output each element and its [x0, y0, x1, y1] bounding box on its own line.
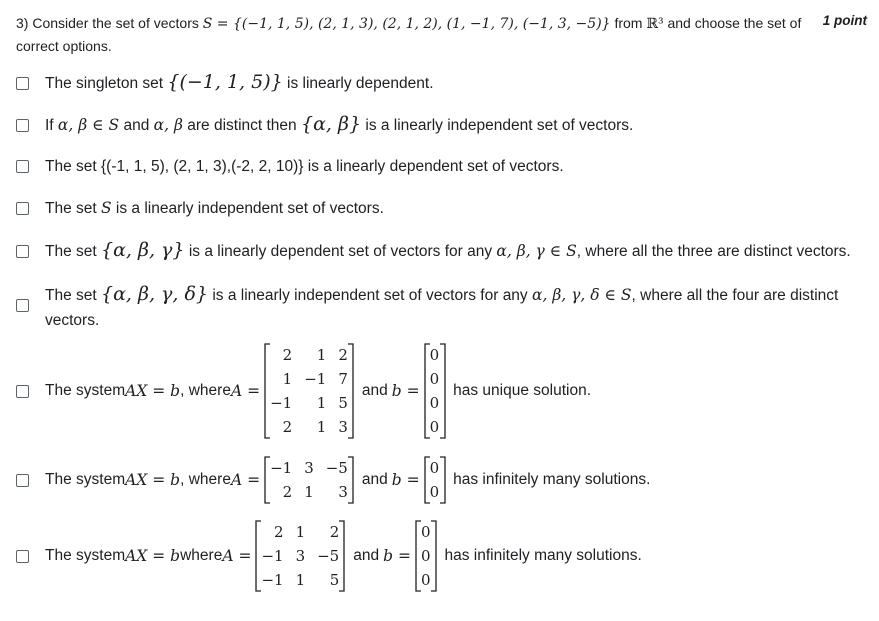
option-label: The singleton set {(−1, 1, 5)} is linearly dependent. [45, 71, 434, 93]
matrix-cell: 0 [420, 523, 431, 541]
option-label: The set S is a linearly independent set of vectors. [45, 199, 384, 217]
option-checkbox[interactable] [16, 119, 29, 132]
matrix-cell: 1 [295, 523, 306, 541]
question-prefix: 3) Consider the set of vectors [16, 15, 199, 31]
option-label: The set {(-1, 1, 5), (2, 1, 3),(-2, 2, 10)} is a linearly dependent set of vectors. [45, 158, 564, 175]
left-bracket [265, 344, 270, 438]
option-label: The set {α, β, γ, δ} is a linearly independent set of vectors for any α, β, γ, δ ∈ S, where all the four are distinct vectors. [45, 283, 839, 329]
matrix-brackets [415, 520, 437, 592]
matrix-cell: 7 [338, 370, 348, 388]
matrix-brackets [255, 520, 345, 592]
right-bracket [440, 457, 445, 503]
matrix-cell: 2 [282, 483, 293, 501]
option-5[interactable] [16, 238, 851, 264]
matrix-cell: 1 [304, 483, 314, 501]
matrix-cell: 0 [429, 394, 440, 412]
vector-b [415, 520, 437, 592]
option-checkbox[interactable] [16, 202, 29, 215]
option-7[interactable]: The system AX = b , where A = 2 1 2 1 −1 7 −1 1 5 2 1 3 and b = 0 0 0 0 has unique solution. [16, 343, 595, 439]
matrix-cell: 3 [338, 418, 348, 436]
matrix-cell: 5 [338, 394, 348, 412]
option-checkbox[interactable] [16, 474, 29, 487]
option-6[interactable] [16, 282, 865, 333]
option-2[interactable] [16, 112, 633, 138]
matrix-cell: 0 [429, 483, 440, 501]
right-bracket [348, 457, 353, 503]
matrix-cell: −5 [317, 547, 340, 565]
matrix-brackets [424, 456, 446, 504]
right-bracket [431, 521, 436, 591]
matrix-cell: 3 [304, 459, 314, 477]
option-1[interactable] [16, 70, 434, 96]
vector-b [424, 343, 446, 439]
option-4[interactable] [16, 196, 384, 221]
option-3[interactable] [16, 154, 564, 179]
matrix-cell: 1 [316, 418, 327, 436]
matrix-brackets [264, 343, 354, 439]
matrix-cell: 3 [338, 483, 348, 501]
matrix-cell: 0 [429, 370, 440, 388]
option-9[interactable]: The system AX = b where A = 2 1 2 −1 3 −5 −1 1 5 and b = 0 0 0 has infinitely many solutions. [16, 520, 646, 592]
option-checkbox[interactable] [16, 160, 29, 173]
matrix-A [264, 456, 354, 504]
matrix-brackets [264, 456, 354, 504]
question-suffix: and choose the set of correct options. [16, 15, 802, 54]
matrix-cell: 5 [329, 571, 340, 589]
vector-b [424, 456, 446, 504]
points-label: 1 point [822, 13, 867, 28]
option-checkbox[interactable] [16, 299, 29, 312]
option-checkbox[interactable] [16, 77, 29, 90]
matrix-cell: −1 [261, 571, 284, 589]
question-text [16, 12, 806, 57]
matrix-cell: −1 [270, 459, 293, 477]
question-space: ℝ³ [646, 16, 664, 32]
matrix-brackets [424, 343, 446, 439]
option-checkbox[interactable] [16, 385, 29, 398]
matrix-cell: −1 [270, 394, 293, 412]
option-checkbox[interactable] [16, 550, 29, 563]
matrix-cell: 0 [429, 459, 440, 477]
matrix-cell: 1 [282, 370, 293, 388]
option-label: The set {α, β, γ} is a linearly dependent set of vectors for any α, β, γ ∈ S, where all the three are distinct vectors. [45, 239, 851, 261]
matrix-cell: −5 [325, 459, 348, 477]
left-bracket [265, 457, 270, 503]
matrix-cell: −1 [304, 370, 327, 388]
matrix-cell: 2 [329, 523, 340, 541]
matrix-cell: 2 [338, 346, 348, 364]
matrix-cell: 1 [295, 571, 306, 589]
matrix-cell: 2 [282, 346, 293, 364]
right-bracket [348, 344, 353, 438]
matrix-cell: 0 [420, 547, 431, 565]
matrix-cell: 2 [274, 523, 284, 541]
matrix-cell: 3 [295, 547, 306, 565]
question-set: S = {(−1, 1, 5), (2, 1, 3), (2, 1, 2), (1, −1, 7), (−1, 3, −5)} [202, 16, 611, 32]
matrix-cell: 0 [429, 346, 440, 364]
matrix-cell: 1 [316, 346, 327, 364]
option-label: If α, β ∈ S and α, β are distinct then {α, β} is a linearly independent set of vectors. [45, 113, 634, 135]
left-bracket [425, 344, 430, 438]
right-bracket [440, 344, 445, 438]
option-checkbox[interactable] [16, 245, 29, 258]
matrix-cell: 2 [282, 418, 293, 436]
matrix-A [264, 343, 354, 439]
matrix-cell: 1 [316, 394, 327, 412]
left-bracket [416, 521, 421, 591]
left-bracket [425, 457, 430, 503]
question-middle: from [614, 15, 643, 31]
matrix-cell: 0 [420, 571, 431, 589]
option-8[interactable]: The system AX = b , where A = −1 3 −5 2 1 3 and b = 0 0 has infinitely many solutions. [16, 456, 654, 504]
left-bracket [256, 521, 261, 591]
matrix-cell: 0 [429, 418, 440, 436]
matrix-cell: −1 [261, 547, 284, 565]
right-bracket [339, 521, 344, 591]
matrix-A [255, 520, 345, 592]
